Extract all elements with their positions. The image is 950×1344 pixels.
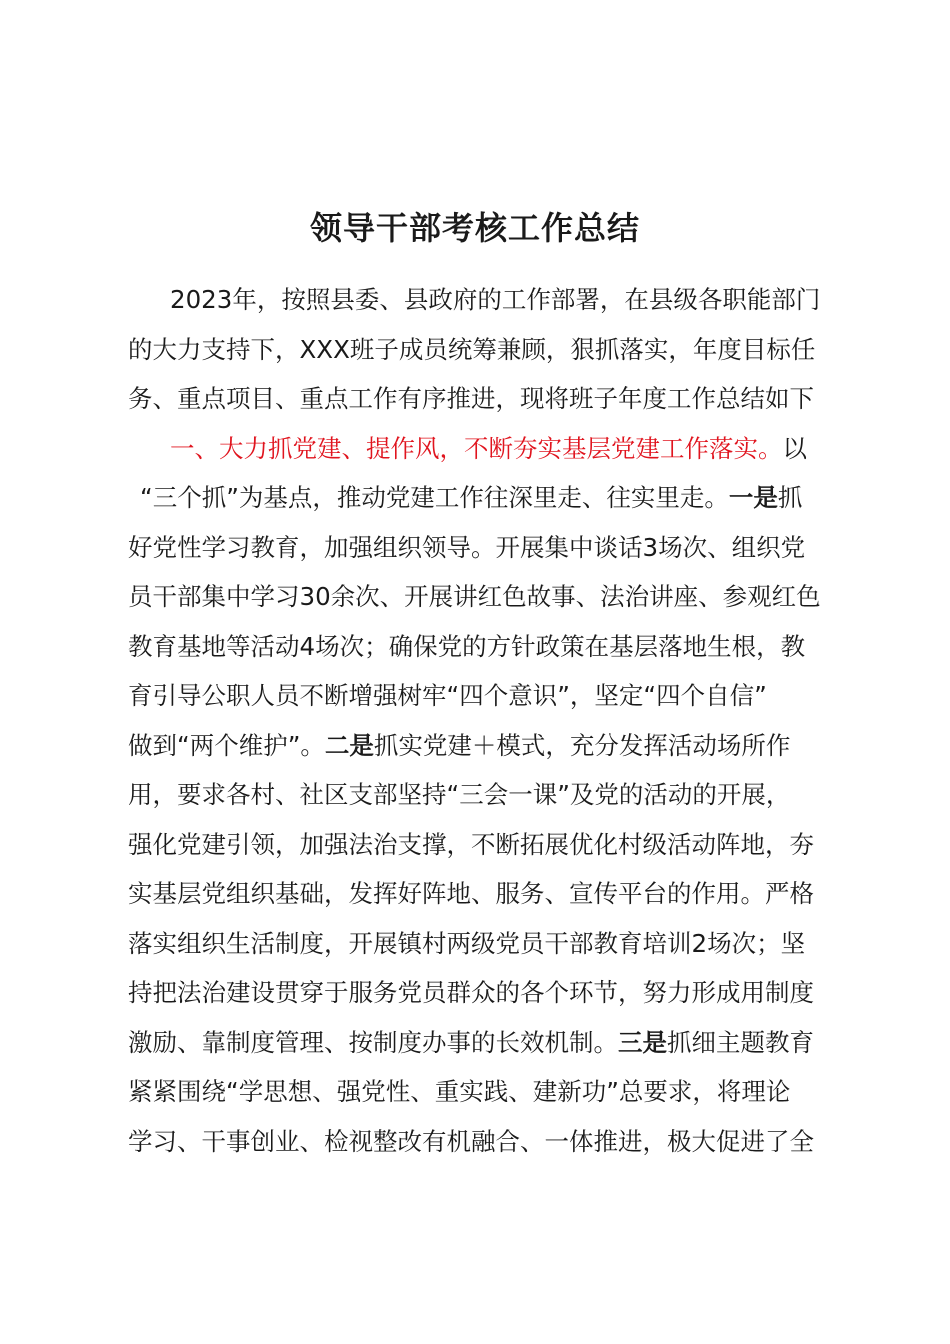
text-line (128, 622, 850, 672)
body-text: 抓实党建＋模式，充分发挥活动场所作 (373, 730, 791, 760)
body-text: 激励、靠制度管理、按制度办事的长效机制。 (128, 1027, 618, 1057)
text-line (128, 325, 850, 375)
emphasis-text: 一是 (728, 483, 778, 512)
text-line (128, 721, 850, 771)
body-text: 抓细主题教育 (667, 1027, 814, 1057)
body-text: 的大力支持下，XXX班子成员统筹兼顾，狠抓落实，年度目标任 (128, 334, 816, 364)
body-text: 用，要求各村、社区支部坚持“三会一课”及党的活动的开展， (128, 780, 791, 809)
body-text: 强化党建引领，加强法治支撑，不断拓展优化村级活动阵地，夯 (128, 829, 814, 859)
body-text: 做到“两个维护”。 (128, 730, 325, 760)
body-text: 育引导公职人员不断增强树牢“四个意识”，坚定“四个自信” (128, 681, 767, 710)
text-line (128, 968, 850, 1018)
body-text: 紧紧围绕“学思想、强党性、重实践、建新功”总要求，将理论 (128, 1077, 791, 1106)
body-text: 员干部集中学习30余次、开展讲红色故事、法治讲座、参观红色 (128, 582, 821, 611)
document-title: 领导干部考核工作总结 (309, 209, 640, 247)
body-text: 2023年，按照县委、县政府的工作部署，在县级各职能部门 (170, 285, 821, 314)
text-line (128, 770, 850, 820)
text-line (128, 1067, 850, 1117)
text-line (128, 671, 850, 721)
emphasis-text: 三是 (618, 1027, 667, 1057)
body-text: 实基层党组织基础，发挥好阵地、服务、宣传平台的作用。严格 (128, 879, 814, 908)
text-line (128, 572, 850, 622)
text-line (128, 1117, 850, 1167)
document-body (128, 275, 850, 1166)
text-line (128, 275, 850, 325)
text-line (128, 820, 850, 870)
emphasis-text: 二是 (324, 730, 374, 760)
body-text: 以 (782, 433, 807, 463)
body-text: 教育基地等活动4场次；确保党的方针政策在基层落地生根，教 (128, 631, 806, 661)
body-text: 务、重点项目、重点工作有序推进，现将班子年度工作总结如下 (128, 384, 814, 413)
text-line (128, 523, 850, 573)
body-text: 落实组织生活制度，开展镇村两级党员干部教育培训2场次；坚 (128, 928, 806, 958)
body-text: 好党性学习教育，加强组织领导。开展集中谈话3场次、组织党 (128, 532, 806, 562)
text-line (128, 473, 850, 523)
text-line (128, 869, 850, 919)
body-text: 抓 (777, 483, 803, 512)
text-line (128, 424, 850, 474)
body-text: 学习、干事创业、检视整改有机融合、一体推进，极大促进了全 (128, 1126, 814, 1156)
section-heading-text: 一、大力抓党建、提作风，不断夯实基层党建工作落实。 (170, 433, 783, 463)
text-line (128, 919, 850, 969)
body-text: 持把法治建设贯穿于服务党员群众的各个环节，努力形成用制度 (128, 978, 814, 1007)
text-line (128, 374, 850, 424)
body-text: “三个抓”为基点，推动党建工作往深里走、往实里走。 (140, 483, 729, 512)
text-line (128, 1018, 850, 1068)
